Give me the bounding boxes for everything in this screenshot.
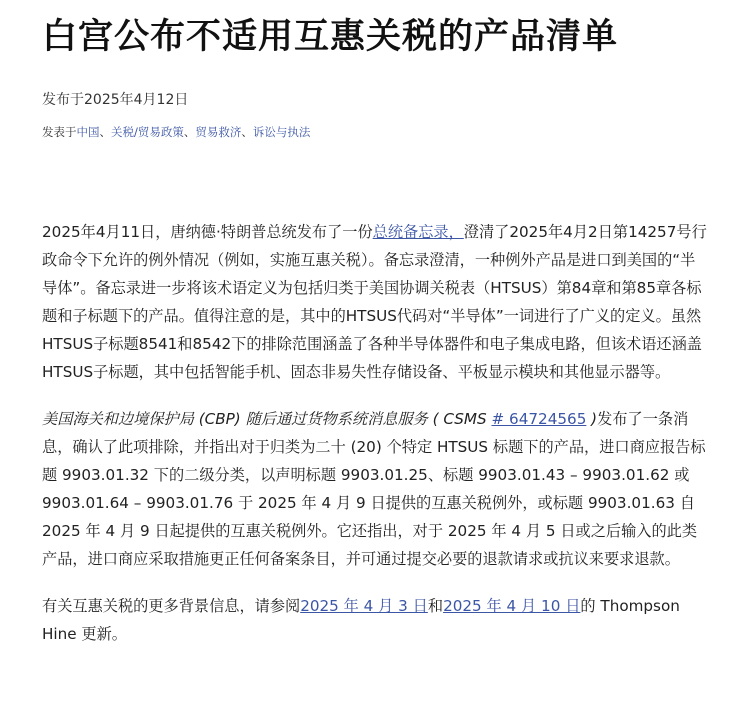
category-list [42,125,707,140]
paragraph-memo [42,218,707,386]
categories-prefix: 发表于 [42,125,77,139]
paragraph-text: 和 [427,597,444,615]
paragraph-italic-text: 美国海关和边境保护局 (CBP) 随后通过货物系统消息服务 ( CSMS [42,410,492,428]
update-link-april-10[interactable]: 2025 年 4 月 10 日 [443,597,581,615]
category-link-litigation-enforcement[interactable]: 诉讼与执法 [252,125,311,139]
paragraph-text: 的 Thompson Hine 更新。 [42,597,680,643]
paragraph-cbp [42,405,707,573]
presidential-memo-link[interactable]: 总统备忘录， [372,223,464,241]
category-link-china[interactable]: 中国 [76,125,100,139]
update-link-april-3[interactable]: 2025 年 4 月 3 日 [300,597,428,615]
paragraph-text: 发布了一条消息，确认了此项排除，并指出对于归类为二十 (20) 个特定 HTSUS 标题下的产品，进口商应报告标题 9903.01.32 下的二级分类，以声明标题 9903.01.25、标题 9903.01.43 – 9903.01.62 或 9903.01.64 – 9903.01.76 于 2025 年 4 月 9 日提供的互惠关税例外，或标题 9903.01.63 自 2025 年 4 月 9 日起提供的互惠关税例外。它还指出，对于 2025 年 4 月 5 日或之后输入的此类产品，进口商应采取措施更正任何备案条目，并可通过提交必要的退款请求或抗议来要求退款。 [42,410,706,568]
paragraph-text: 2025年4月11日，唐纳德·特朗普总统发布了一份 [42,223,373,241]
paragraph-text: 澄清了2025年4月2日第14257号行政命令下允许的例外情况（例如，实施互惠关税）。备忘录澄清，一种例外产品是进口到美国的“半导体”。备忘录进一步将该术语定义为包括归类于美国协调关税表（HTSUS）第84章和第85章各标题和子标题下的产品。值得注意的是，其中的HTSUS代码对“半导体”一词进行了广义的定义。虽然HTSUS子标题8541和8542下的排除范围涵盖了各种半导体器件和电子集成电路，但该术语还涵盖HTSUS子标题，其中包括智能手机、固态非易失性存储设备、平板显示模块和其他显示器等。 [42,223,707,381]
page-title: 白宫公布不适用互惠关税的产品清单 [42,17,619,57]
paragraph-background [42,592,707,648]
category-separator: 、 [241,125,253,139]
publish-date: 发布于2025年4月12日 [42,92,189,108]
category-link-trade-remedies[interactable]: 贸易救济 [195,125,242,139]
paragraph-text: 有关互惠关税的更多背景信息，请参阅 [42,597,301,615]
category-link-tariff-trade-policy[interactable]: 关税/贸易政策 [111,125,184,139]
paragraph-italic-text: ) [586,410,598,428]
category-separator: 、 [183,125,196,139]
category-separator: 、 [99,125,111,139]
csms-message-link[interactable]: # 64724565 [491,410,587,428]
article-body [42,218,707,648]
